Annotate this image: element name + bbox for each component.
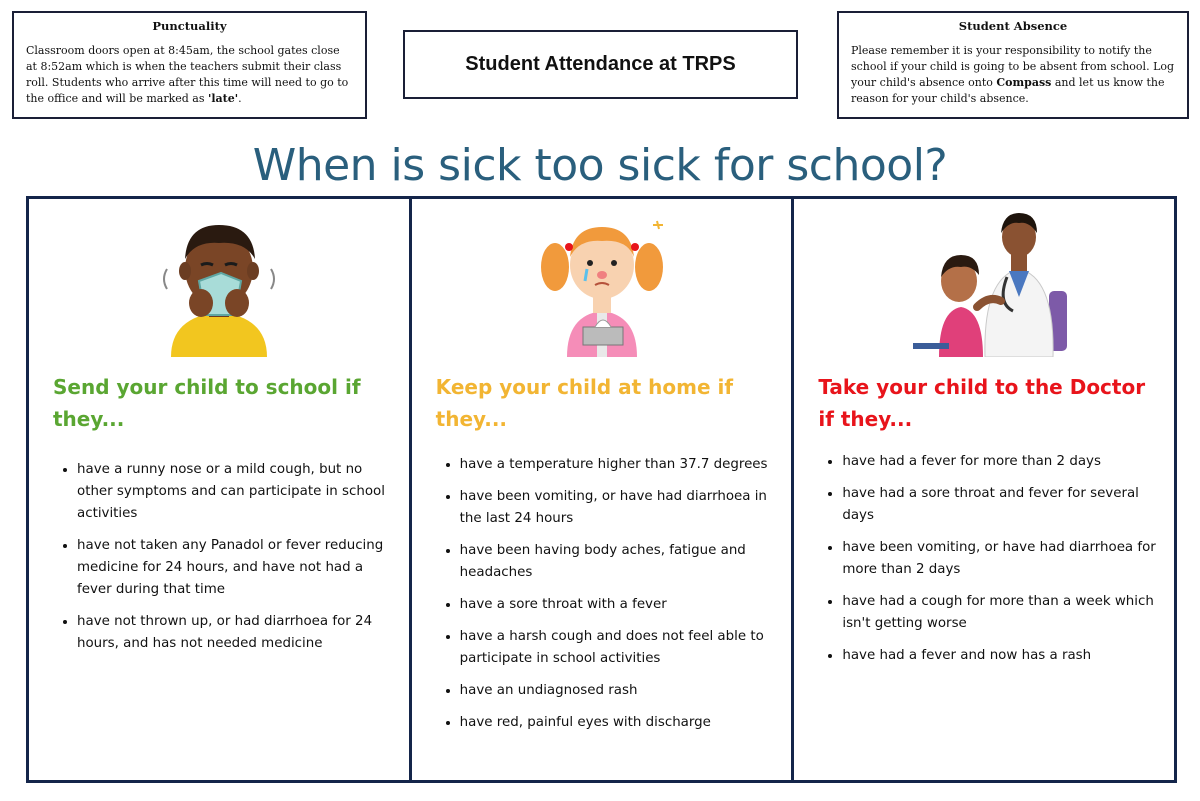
absence-text (851, 43, 1175, 107)
list-item: • have a runny nose or a mild cough, but no other symptoms and can participate in school activities (77, 459, 397, 525)
punctuality-text-part: Classroom doors open at 8:45am, the school gates close at 8:52am which is when the teachers submit their class roll. Students who arrive after this time will need to go to the office and will be marked as (26, 44, 349, 105)
absence-title: Student Absence (958, 19, 1068, 33)
home-list (430, 454, 780, 744)
list-item: • have been vomiting, or have had diarrhoea for more than 2 days (842, 537, 1162, 581)
punctuality-title: Punctuality (152, 19, 227, 33)
list-item: • have a sore throat with a fever (460, 594, 780, 616)
sick-girl-illustration (412, 207, 792, 362)
absence-box (837, 11, 1189, 119)
list-item: • have had a fever for more than 2 days (842, 451, 1162, 473)
school-list (47, 459, 397, 665)
list-item: • have had a cough for more than a week which isn't getting worse (842, 591, 1162, 635)
list-item: • have a temperature higher than 37.7 degrees (460, 454, 780, 476)
list-item: • have an undiagnosed rash (460, 680, 780, 702)
list-item: • have been vomiting, or have had diarrhoea in the last 24 hours (460, 486, 780, 530)
list-item: • have not taken any Panadol or fever reducing medicine for 24 hours, and have not had a fever during that time (77, 535, 397, 601)
list-item: • have not thrown up, or had diarrhoea for 24 hours, and has not needed medicine (77, 611, 397, 655)
panels-container (26, 196, 1177, 783)
sneezing-child-illustration (29, 207, 409, 362)
sick-girl-icon (527, 207, 677, 357)
panel-keep-at-home (409, 199, 792, 780)
attendance-title-box (403, 30, 798, 99)
page-headline: When is sick too sick for school? (252, 140, 948, 191)
sneezing-child-icon (149, 207, 289, 357)
compass-emphasis: Compass (996, 76, 1052, 89)
school-heading: Send your child to school if they... (53, 375, 361, 431)
panel-send-to-school (29, 199, 409, 780)
list-item: • have a harsh cough and does not feel able to participate in school activities (460, 626, 780, 670)
attendance-title: Student Attendance at TRPS (465, 53, 736, 75)
punctuality-box (12, 11, 367, 119)
doctor-illustration (794, 207, 1174, 362)
list-item: • have had a sore throat and fever for several days (842, 483, 1162, 527)
late-emphasis: 'late' (208, 92, 239, 105)
doctor-icon (889, 207, 1079, 357)
list-item: • have had a fever and now has a rash (842, 645, 1162, 667)
absence-text-end: and let us know the reason for your child's absence. (851, 76, 1165, 105)
doctor-heading: Take your child to the Doctor if they... (818, 375, 1146, 431)
punctuality-text (26, 43, 353, 107)
punctuality-text-end: . (238, 92, 242, 105)
home-heading: Keep your child at home if they... (435, 375, 734, 431)
absence-text-part: Please remember it is your responsibility to notify the school if your child is going to be absent from school. Log your child's absence onto (851, 44, 1175, 89)
doctor-list (812, 451, 1162, 677)
list-item: • have been having body aches, fatigue and headaches (460, 540, 780, 584)
panel-take-to-doctor (791, 199, 1174, 780)
list-item: • have red, painful eyes with discharge (460, 712, 780, 734)
